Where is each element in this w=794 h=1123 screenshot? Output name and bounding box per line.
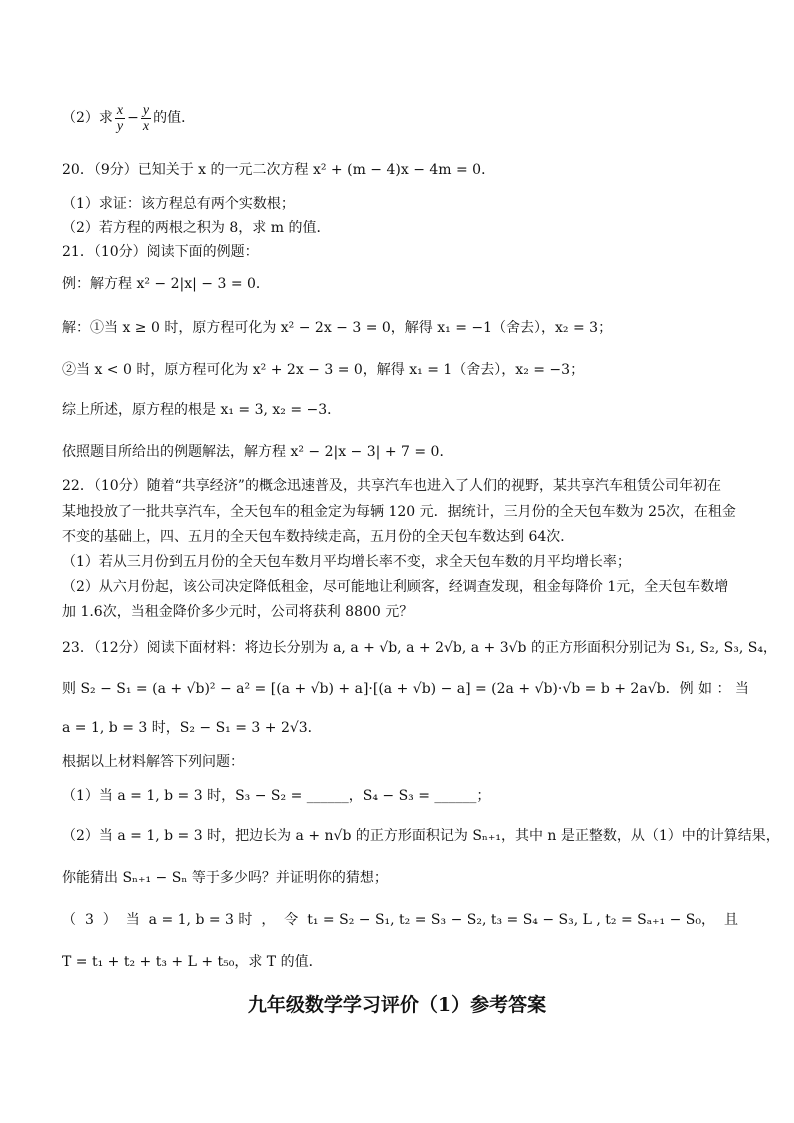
fraction-y-over-x: $\frac{y}{x}$ [142, 102, 150, 134]
q19-part2-prefix: （2）求 [62, 110, 113, 126]
q20-stem: 20．（9分）已知关于 x 的一元二次方程 x² + (m − 4)x − 4m = 0． [62, 162, 496, 178]
q23-part1: （1）当 a = 1, b = 3 时，S₃ − S₂ = ______，S₄ − S₃ = ______； [62, 788, 491, 804]
q23-part3-item: 3 [84, 912, 94, 928]
q20-part1: （1）求证：该方程总有两个实数根； [62, 196, 295, 212]
q22-part1: （1）若从三月份到五月份的全天包车数月平均增长率不变，求全天包车数的月平均增长率； [62, 554, 631, 570]
q22-line1: 22．（10分）随着“共享经济”的概念迅速普及，共享汽车也进入了人们的视野，某共享汽车租赁公司年初在 [62, 478, 721, 494]
q23-line2 [62, 679, 749, 699]
q23-part2b: 你能猜出 Sₙ₊₁ − Sₙ 等于多少吗？并证明你的猜想； [62, 870, 388, 886]
q19-part2-suffix: 的值． [153, 110, 196, 126]
minus-sign: − [127, 110, 139, 126]
q21-conclusion: 综上所述，原方程的根是 x₁ = 3, x₂ = −3． [62, 402, 342, 418]
q23-part3-item: （ [62, 912, 76, 928]
q23-part3 [62, 910, 738, 930]
q21-stem: 21．（10分）阅读下面的例题： [62, 244, 259, 260]
fraction-x-over-y: $\frac{x}{y}$ [116, 102, 124, 134]
q22-part2b: 加 1.6次，当租金降价多少元时，公司将获利 8800 元？ [62, 604, 414, 620]
q22-line2: 某地投放了一批共享汽车，全天包车的租金定为每辆 120 元．据统计，三月份的全天包车数为 25次，在租金 [62, 504, 736, 520]
q23-part3-item: t₁ = S₂ − S₁, t₂ = S₃ − S₂, t₃ = S₄ − S₃, L , t₂ = Sₐ₊₁ − S₀， [307, 912, 715, 928]
q23-part3-item: 且 [723, 912, 738, 928]
q23-derivation: 则 S₂ − S₁ = (a + √b)² − a² = [(a + √b) + a]·[(a + √b) − a] = (2a + √b)·√b = b + 2a√b． [62, 681, 680, 697]
q22-part2a: （2）从六月份起，该公司决定降低租金，尽可能地让利顾客，经调查发现，租金每降价 1元，全天包车数增 [62, 579, 729, 595]
q21-solution-case1: 解：①当 x ≥ 0 时，原方程可化为 x² − 2x − 3 = 0，解得 x₁ = −1（舍去），x₂ = 3； [62, 320, 613, 336]
q23-part3-item: 当 [125, 912, 140, 928]
q23-part3-item: 令 [284, 912, 299, 928]
q23-part3-item: ， [261, 912, 276, 928]
q20-part2: （2）若方程的两根之积为 8，求 m 的值． [62, 220, 331, 236]
q23-example-label: 例 如 ： 当 [679, 681, 749, 697]
q23-part3-item: a = 1, b = 3 时 [148, 912, 253, 928]
q23-part3-item: ） [102, 912, 117, 928]
q21-example: 例：解方程 x² − 2|x| − 3 = 0． [62, 276, 270, 292]
q22-line3: 不变的基础上，四、五月的全天包车数持续走高，五月份的全天包车数达到 64次． [62, 529, 575, 545]
q23-line3: a = 1, b = 3 时，S₂ − S₁ = 3 + 2√3． [62, 720, 322, 736]
q21-solution-case2: ②当 x < 0 时，原方程可化为 x² + 2x − 3 = 0，解得 x₁ = 1（舍去），x₂ = −3； [62, 362, 585, 378]
q23-part2a: （2）当 a = 1, b = 3 时，把边长为 a + n√b 的正方形面积记为 Sₙ₊₁，其中 n 是正整数，从（1）中的计算结果， [62, 828, 780, 844]
q23-line1: 23．（12分）阅读下面材料：将边长分别为 a, a + √b, a + 2√b, a + 3√b 的正方形面积分别记为 S₁, S₂, S₃, S₄， [62, 640, 777, 656]
q19-part2 [62, 100, 195, 136]
answer-section-title: 九年级数学学习评价（1）参考答案 [247, 994, 547, 1016]
q23-part3b: T = t₁ + t₂ + t₃ + L + t₅₀，求 T 的值． [62, 954, 323, 970]
q23-instruction: 根据以上材料解答下列问题： [62, 754, 244, 770]
q21-task: 依照题目所给出的例题解法，解方程 x² − 2|x − 3| + 7 = 0． [62, 444, 454, 460]
